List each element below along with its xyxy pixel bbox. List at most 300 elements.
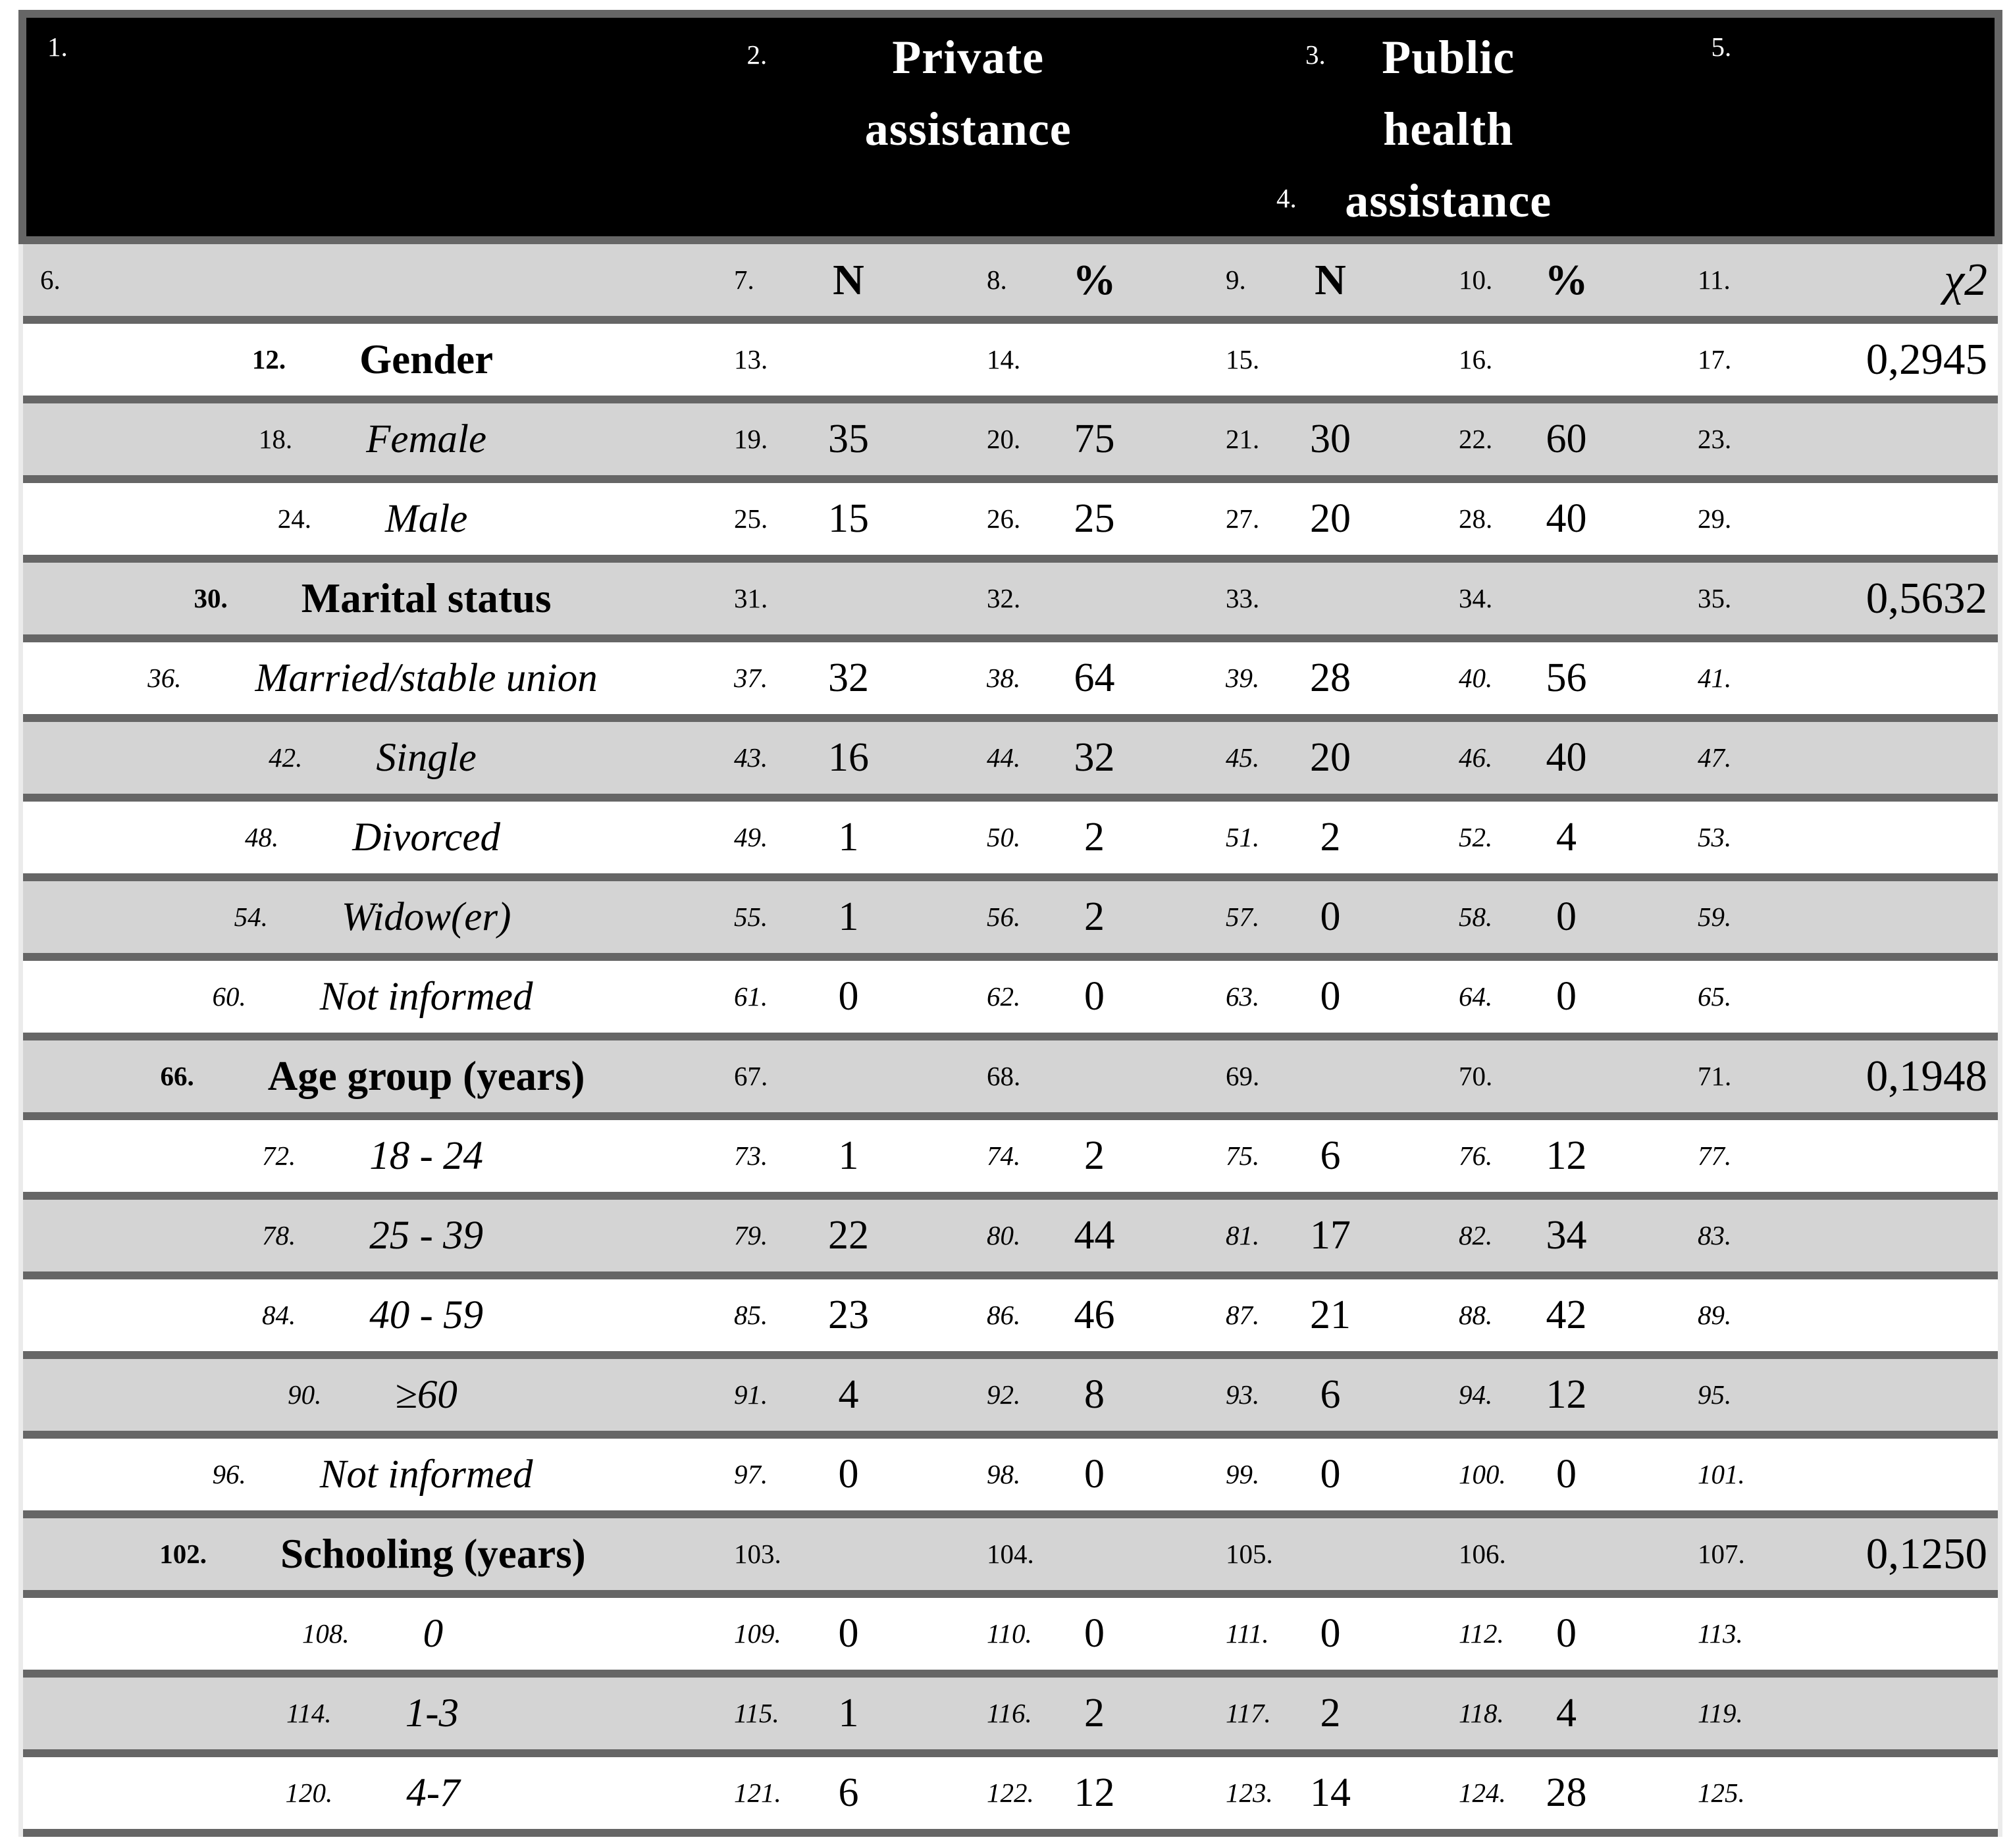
private-assistance-title-line2: assistance [864, 103, 1072, 155]
cell-number: 58. [1459, 902, 1493, 932]
cell-number: 14. [987, 344, 1021, 374]
cell-number: 41. [1698, 663, 1732, 693]
cell-value: 2 [1084, 894, 1105, 939]
row-label: ≥60 [395, 1372, 457, 1417]
table-row [23, 403, 1998, 483]
cell-number: 11. [1698, 265, 1731, 295]
cell-number: 67. [734, 1061, 768, 1091]
cell-number: 66. [160, 1061, 194, 1091]
cell-number: 10. [1459, 265, 1493, 295]
cell-value: 0 [1320, 894, 1341, 939]
chi-square-cell [1686, 324, 1998, 396]
row-label-cell [23, 642, 722, 714]
cell-value: 0,1250 [1866, 1529, 1987, 1578]
cell-value: 32 [828, 655, 869, 700]
cell-value: 0 [1556, 1611, 1577, 1656]
chi-square-cell [1686, 642, 1998, 714]
cell-value: 0 [1084, 974, 1105, 1019]
row-label: Age group (years) [267, 1053, 585, 1099]
pct-public-cell [1447, 324, 1686, 396]
private-assistance-title-line1: Private [892, 31, 1045, 84]
n-public-cell [1214, 1518, 1447, 1590]
cell-number: 65. [1698, 981, 1732, 1012]
cell-number: 44. [987, 742, 1021, 773]
cell-value: 0 [1320, 1611, 1341, 1656]
cell-value: 6 [1320, 1133, 1341, 1178]
cell-number: 26. [987, 503, 1021, 534]
cell-number: 57. [1226, 902, 1260, 932]
cell-number: 95. [1698, 1379, 1732, 1410]
pct-public-cell [1447, 1200, 1686, 1271]
cell-value: 40 [1546, 496, 1587, 541]
cell-number: 96. [212, 1459, 246, 1489]
n-public-cell [1214, 403, 1447, 475]
n-private-cell [722, 1678, 975, 1749]
row-label: 1-3 [405, 1691, 459, 1735]
cell-number: 122. [987, 1778, 1034, 1808]
cell-value: 25 [1074, 496, 1115, 541]
pct-public-cell [1447, 1598, 1686, 1670]
row-label-cell [23, 403, 722, 475]
pct-private-cell [975, 324, 1214, 396]
cell-number: 18. [258, 424, 293, 454]
n-private-cell [722, 642, 975, 714]
table-header [18, 10, 2002, 244]
cell-value: 35 [828, 417, 869, 461]
table-row [23, 563, 1998, 642]
pct-private-cell [975, 1279, 1214, 1351]
pct-private-cell [975, 722, 1214, 794]
table-row [23, 1279, 1998, 1359]
n-private-cell [722, 1757, 975, 1829]
n-private-cell [722, 1040, 975, 1112]
n-public-cell [1214, 802, 1447, 873]
cell-number: 62. [987, 981, 1021, 1012]
pct-private-cell [975, 563, 1214, 634]
table-row [23, 642, 1998, 722]
cell-number: 6. [40, 265, 61, 295]
pct-private-cell [975, 881, 1214, 953]
row-label-cell [23, 1678, 722, 1749]
pct-public-cell [1447, 1518, 1686, 1590]
cell-value: 46 [1074, 1293, 1115, 1337]
n-private-cell [722, 1598, 975, 1670]
cell-number: 30. [194, 583, 228, 613]
n-public-cell [1214, 1040, 1447, 1112]
n-public-cell [1214, 1359, 1447, 1431]
pct-public-cell [1447, 1439, 1686, 1510]
cell-number: 37. [734, 663, 768, 693]
n-private-cell [722, 1359, 975, 1431]
table-row [23, 324, 1998, 403]
cell-number: 68. [987, 1061, 1021, 1091]
cell-number: 118. [1459, 1698, 1504, 1728]
n-private-cell [722, 961, 975, 1033]
pct-private-cell [975, 1757, 1214, 1829]
cell-value: 20 [1310, 735, 1351, 780]
pct-public-cell [1447, 722, 1686, 794]
cell-value: 2 [1084, 1133, 1105, 1178]
cell-number: 59. [1698, 902, 1732, 932]
cell-value: 0,5632 [1866, 574, 1987, 623]
table-rows [23, 324, 1998, 1837]
cell-number: 69. [1226, 1061, 1260, 1091]
column-header-label: % [1544, 255, 1588, 304]
cell-value: 1 [838, 1133, 859, 1178]
cell-number: 8. [987, 265, 1007, 295]
chi-square-cell [1686, 1518, 1998, 1590]
n-private-cell [722, 324, 975, 396]
cell-number: 27. [1226, 503, 1260, 534]
cell-number: 99. [1226, 1459, 1260, 1489]
cell-number: 25. [734, 503, 768, 534]
cell-number: 101. [1698, 1459, 1745, 1489]
row-label: 4-7 [406, 1770, 460, 1815]
table-row [23, 1040, 1998, 1120]
cell-number: 32. [987, 583, 1021, 613]
cell-value: 42 [1546, 1293, 1587, 1337]
row-label-cell [23, 722, 722, 794]
cell-number: 22. [1459, 424, 1493, 454]
n-private-cell [722, 1279, 975, 1351]
pct-public-cell [1447, 1757, 1686, 1829]
cell-number: 52. [1459, 822, 1493, 852]
cell-number: 94. [1459, 1379, 1493, 1410]
row-label-cell [23, 1200, 722, 1271]
header-cell-private-assistance [723, 18, 1213, 237]
cell-value: 21 [1310, 1293, 1351, 1337]
cell-value: 8 [1084, 1372, 1105, 1417]
cell-number: 42. [269, 742, 303, 773]
cell-number: 29. [1698, 503, 1732, 534]
cell-value: 2 [1084, 1691, 1105, 1735]
pct-public-cell [1447, 1279, 1686, 1351]
cell-number: 114. [286, 1698, 332, 1728]
cell-number: 16. [1459, 344, 1493, 374]
pct-private-cell [975, 1040, 1214, 1112]
cell-number: 115. [734, 1698, 779, 1728]
header-cell-public-health-assistance [1213, 18, 1684, 237]
table-body [18, 244, 2002, 1837]
row-label-cell [23, 881, 722, 953]
cell-value: 15 [828, 496, 869, 541]
n-public-cell [1214, 1757, 1447, 1829]
cell-value: 2 [1084, 815, 1105, 860]
cell-number: 70. [1459, 1061, 1493, 1091]
cell-number: 12. [251, 344, 286, 374]
row-label: Female [366, 417, 487, 461]
cell-number: 112. [1459, 1618, 1504, 1649]
row-label-cell [23, 1279, 722, 1351]
cell-number: 63. [1226, 981, 1260, 1012]
pct-private-cell [975, 1518, 1214, 1590]
cell-number: 55. [734, 902, 768, 932]
cell-number: 98. [987, 1459, 1021, 1489]
header-cell-empty-left [26, 18, 723, 237]
chi-square-cell [1686, 1598, 1998, 1670]
cell-number: 110. [987, 1618, 1032, 1649]
row-label-cell [23, 1359, 722, 1431]
cell-number: 3. [1305, 39, 1326, 70]
row-label: 18 - 24 [369, 1133, 484, 1178]
cell-number: 111. [1226, 1618, 1269, 1649]
pct-public-cell [1447, 1040, 1686, 1112]
cell-number: 120. [285, 1778, 333, 1808]
row-label: 40 - 59 [369, 1293, 484, 1337]
column-header-row [23, 244, 1998, 324]
n-private-cell [722, 1518, 975, 1590]
cell-number: 73. [734, 1141, 768, 1171]
cell-value: 44 [1074, 1213, 1115, 1258]
cell-number: 97. [734, 1459, 768, 1489]
cell-value: 1 [838, 1691, 859, 1735]
cell-number: 124. [1459, 1778, 1506, 1808]
cell-value: 6 [1320, 1372, 1341, 1417]
cell-number: 28. [1459, 503, 1493, 534]
cell-number: 85. [734, 1300, 768, 1330]
pct-public-cell [1447, 483, 1686, 555]
cell-number: 13. [734, 344, 768, 374]
header-cell-empty-right [1684, 18, 1995, 237]
n-private-cell [722, 1439, 975, 1510]
n-public-cell [1214, 324, 1447, 396]
cell-number: 91. [734, 1379, 768, 1410]
column-header-n-public [1214, 244, 1447, 316]
chi-square-cell [1686, 1757, 1998, 1829]
chi-square-cell [1686, 1678, 1998, 1749]
cell-number: 51. [1226, 822, 1260, 852]
cell-number: 21. [1226, 424, 1260, 454]
cell-number: 86. [987, 1300, 1021, 1330]
row-label-cell [23, 802, 722, 873]
n-private-cell [722, 802, 975, 873]
pct-private-cell [975, 1439, 1214, 1510]
cell-number: 20. [987, 424, 1021, 454]
cell-value: 0,1948 [1866, 1052, 1987, 1100]
cell-value: 1 [838, 815, 859, 860]
cell-number: 79. [734, 1220, 768, 1250]
n-private-cell [722, 563, 975, 634]
cell-value: 4 [1556, 815, 1577, 860]
cell-number: 72. [261, 1141, 296, 1171]
table-row [23, 1518, 1998, 1598]
n-public-cell [1214, 1200, 1447, 1271]
pct-public-cell [1447, 1359, 1686, 1431]
row-label: Male [384, 496, 468, 541]
cell-value: 20 [1310, 496, 1351, 541]
row-label: Single [376, 735, 477, 780]
row-label: 25 - 39 [369, 1213, 484, 1258]
cell-number: 53. [1698, 822, 1732, 852]
cell-value: 17 [1310, 1213, 1351, 1258]
cell-value: 60 [1546, 417, 1587, 461]
cell-value: 0 [838, 974, 859, 1019]
cell-number: 34. [1459, 583, 1493, 613]
pct-public-cell [1447, 1120, 1686, 1192]
cell-number: 50. [987, 822, 1021, 852]
row-label-cell [23, 961, 722, 1033]
pct-private-cell [975, 642, 1214, 714]
cell-number: 7. [734, 265, 754, 295]
row-label-cell [23, 324, 722, 396]
cell-number: 40. [1459, 663, 1493, 693]
row-label: Not informed [319, 974, 533, 1019]
cell-number: 116. [987, 1698, 1032, 1728]
row-label-cell [23, 1518, 722, 1590]
table-row [23, 1598, 1998, 1678]
cell-number: 45. [1226, 742, 1260, 773]
table-row [23, 961, 1998, 1040]
n-private-cell [722, 1120, 975, 1192]
table-row [23, 1359, 1998, 1439]
row-label-cell [23, 1120, 722, 1192]
n-private-cell [722, 483, 975, 555]
table-row [23, 1678, 1998, 1757]
cell-value: 14 [1310, 1770, 1351, 1815]
cell-value: 23 [828, 1293, 869, 1337]
pct-private-cell [975, 1678, 1214, 1749]
cell-number: 61. [734, 981, 768, 1012]
cell-value: 28 [1310, 655, 1351, 700]
cell-value: 0 [838, 1452, 859, 1497]
cell-number: 5. [1711, 32, 1732, 62]
cell-number: 64. [1459, 981, 1493, 1012]
n-public-cell [1214, 881, 1447, 953]
cell-number: 84. [261, 1300, 296, 1330]
pct-public-cell [1447, 642, 1686, 714]
cell-value: 64 [1074, 655, 1115, 700]
chi-square-cell [1686, 403, 1998, 475]
cell-number: 56. [987, 902, 1021, 932]
cell-value: 12 [1546, 1372, 1587, 1417]
cell-value: 0 [1320, 974, 1341, 1019]
cell-number: 104. [987, 1539, 1034, 1569]
cell-number: 1. [47, 32, 68, 62]
cell-value: 0 [838, 1611, 859, 1656]
column-header-n-private [722, 244, 975, 316]
cell-number: 19. [734, 424, 768, 454]
public-assistance-title-line1: Public [1382, 31, 1515, 84]
public-assistance-title-line2: health [1383, 103, 1514, 155]
n-public-cell [1214, 1598, 1447, 1670]
n-public-cell [1214, 483, 1447, 555]
n-public-cell [1214, 722, 1447, 794]
column-header-label: N [1315, 255, 1346, 304]
column-header-chi-square [1686, 244, 1998, 316]
pct-public-cell [1447, 563, 1686, 634]
row-label: Schooling (years) [280, 1531, 586, 1577]
chi-square-cell [1686, 881, 1998, 953]
n-public-cell [1214, 563, 1447, 634]
cell-value: 12 [1546, 1133, 1587, 1178]
pct-public-cell [1447, 802, 1686, 873]
cell-number: 123. [1226, 1778, 1273, 1808]
row-label: Marital status [301, 575, 552, 621]
table-row [23, 722, 1998, 802]
cell-number: 49. [734, 822, 768, 852]
column-header-pct-public [1447, 244, 1686, 316]
cell-number: 103. [734, 1539, 781, 1569]
cell-number: 81. [1226, 1220, 1260, 1250]
table-row [23, 1120, 1998, 1200]
cell-number: 43. [734, 742, 768, 773]
cell-value: 32 [1074, 735, 1115, 780]
row-label-cell [23, 1757, 722, 1829]
n-private-cell [722, 1200, 975, 1271]
pct-private-cell [975, 1359, 1214, 1431]
row-label-cell [23, 1040, 722, 1112]
cell-value: 0,2945 [1866, 335, 1987, 384]
cell-number: 92. [987, 1379, 1021, 1410]
cell-value: 0 [1084, 1611, 1105, 1656]
pct-public-cell [1447, 1678, 1686, 1749]
cell-number: 77. [1698, 1141, 1732, 1171]
table-row [23, 802, 1998, 881]
cell-number: 89. [1698, 1300, 1732, 1330]
pct-private-cell [975, 483, 1214, 555]
n-public-cell [1214, 1279, 1447, 1351]
cell-value: 75 [1074, 417, 1115, 461]
row-label-cell [23, 1439, 722, 1510]
cell-value: 0 [1556, 1452, 1577, 1497]
chi-square-cell [1686, 1040, 1998, 1112]
cell-value: 16 [828, 735, 869, 780]
cell-number: 88. [1459, 1300, 1493, 1330]
pct-private-cell [975, 961, 1214, 1033]
cell-number: 93. [1226, 1379, 1260, 1410]
cell-number: 108. [301, 1618, 350, 1649]
n-public-cell [1214, 961, 1447, 1033]
cell-value: 40 [1546, 735, 1587, 780]
row-label-cell [23, 1598, 722, 1670]
chi-square-cell [1686, 1439, 1998, 1510]
column-header-label: N [833, 255, 864, 304]
cell-number: 102. [159, 1539, 207, 1569]
cell-number: 36. [147, 663, 182, 693]
row-label: 0 [423, 1611, 444, 1656]
pct-public-cell [1447, 881, 1686, 953]
cell-number: 80. [987, 1220, 1021, 1250]
cell-value: 1 [838, 894, 859, 939]
column-header-pct-private [975, 244, 1214, 316]
row-label-cell [23, 563, 722, 634]
cell-number: 71. [1698, 1061, 1732, 1091]
cell-number: 24. [277, 503, 311, 534]
cell-number: 75. [1226, 1141, 1260, 1171]
table-row [23, 1200, 1998, 1279]
cell-value: 22 [828, 1213, 869, 1258]
column-header-label: % [1072, 255, 1116, 304]
n-private-cell [722, 881, 975, 953]
cell-number: 23. [1698, 424, 1732, 454]
cell-number: 113. [1698, 1618, 1743, 1649]
row-label-cell [23, 244, 722, 316]
cell-number: 82. [1459, 1220, 1493, 1250]
cell-number: 4. [1276, 183, 1297, 213]
cell-number: 119. [1698, 1698, 1743, 1728]
n-private-cell [722, 403, 975, 475]
cell-number: 107. [1698, 1539, 1745, 1569]
chi-square-cell [1686, 1200, 1998, 1271]
pct-private-cell [975, 1200, 1214, 1271]
cell-number: 15. [1226, 344, 1260, 374]
cell-number: 48. [245, 822, 279, 852]
cell-number: 2. [746, 39, 768, 70]
n-public-cell [1214, 1678, 1447, 1749]
chi-square-cell [1686, 802, 1998, 873]
n-public-cell [1214, 1120, 1447, 1192]
cell-number: 38. [987, 663, 1021, 693]
